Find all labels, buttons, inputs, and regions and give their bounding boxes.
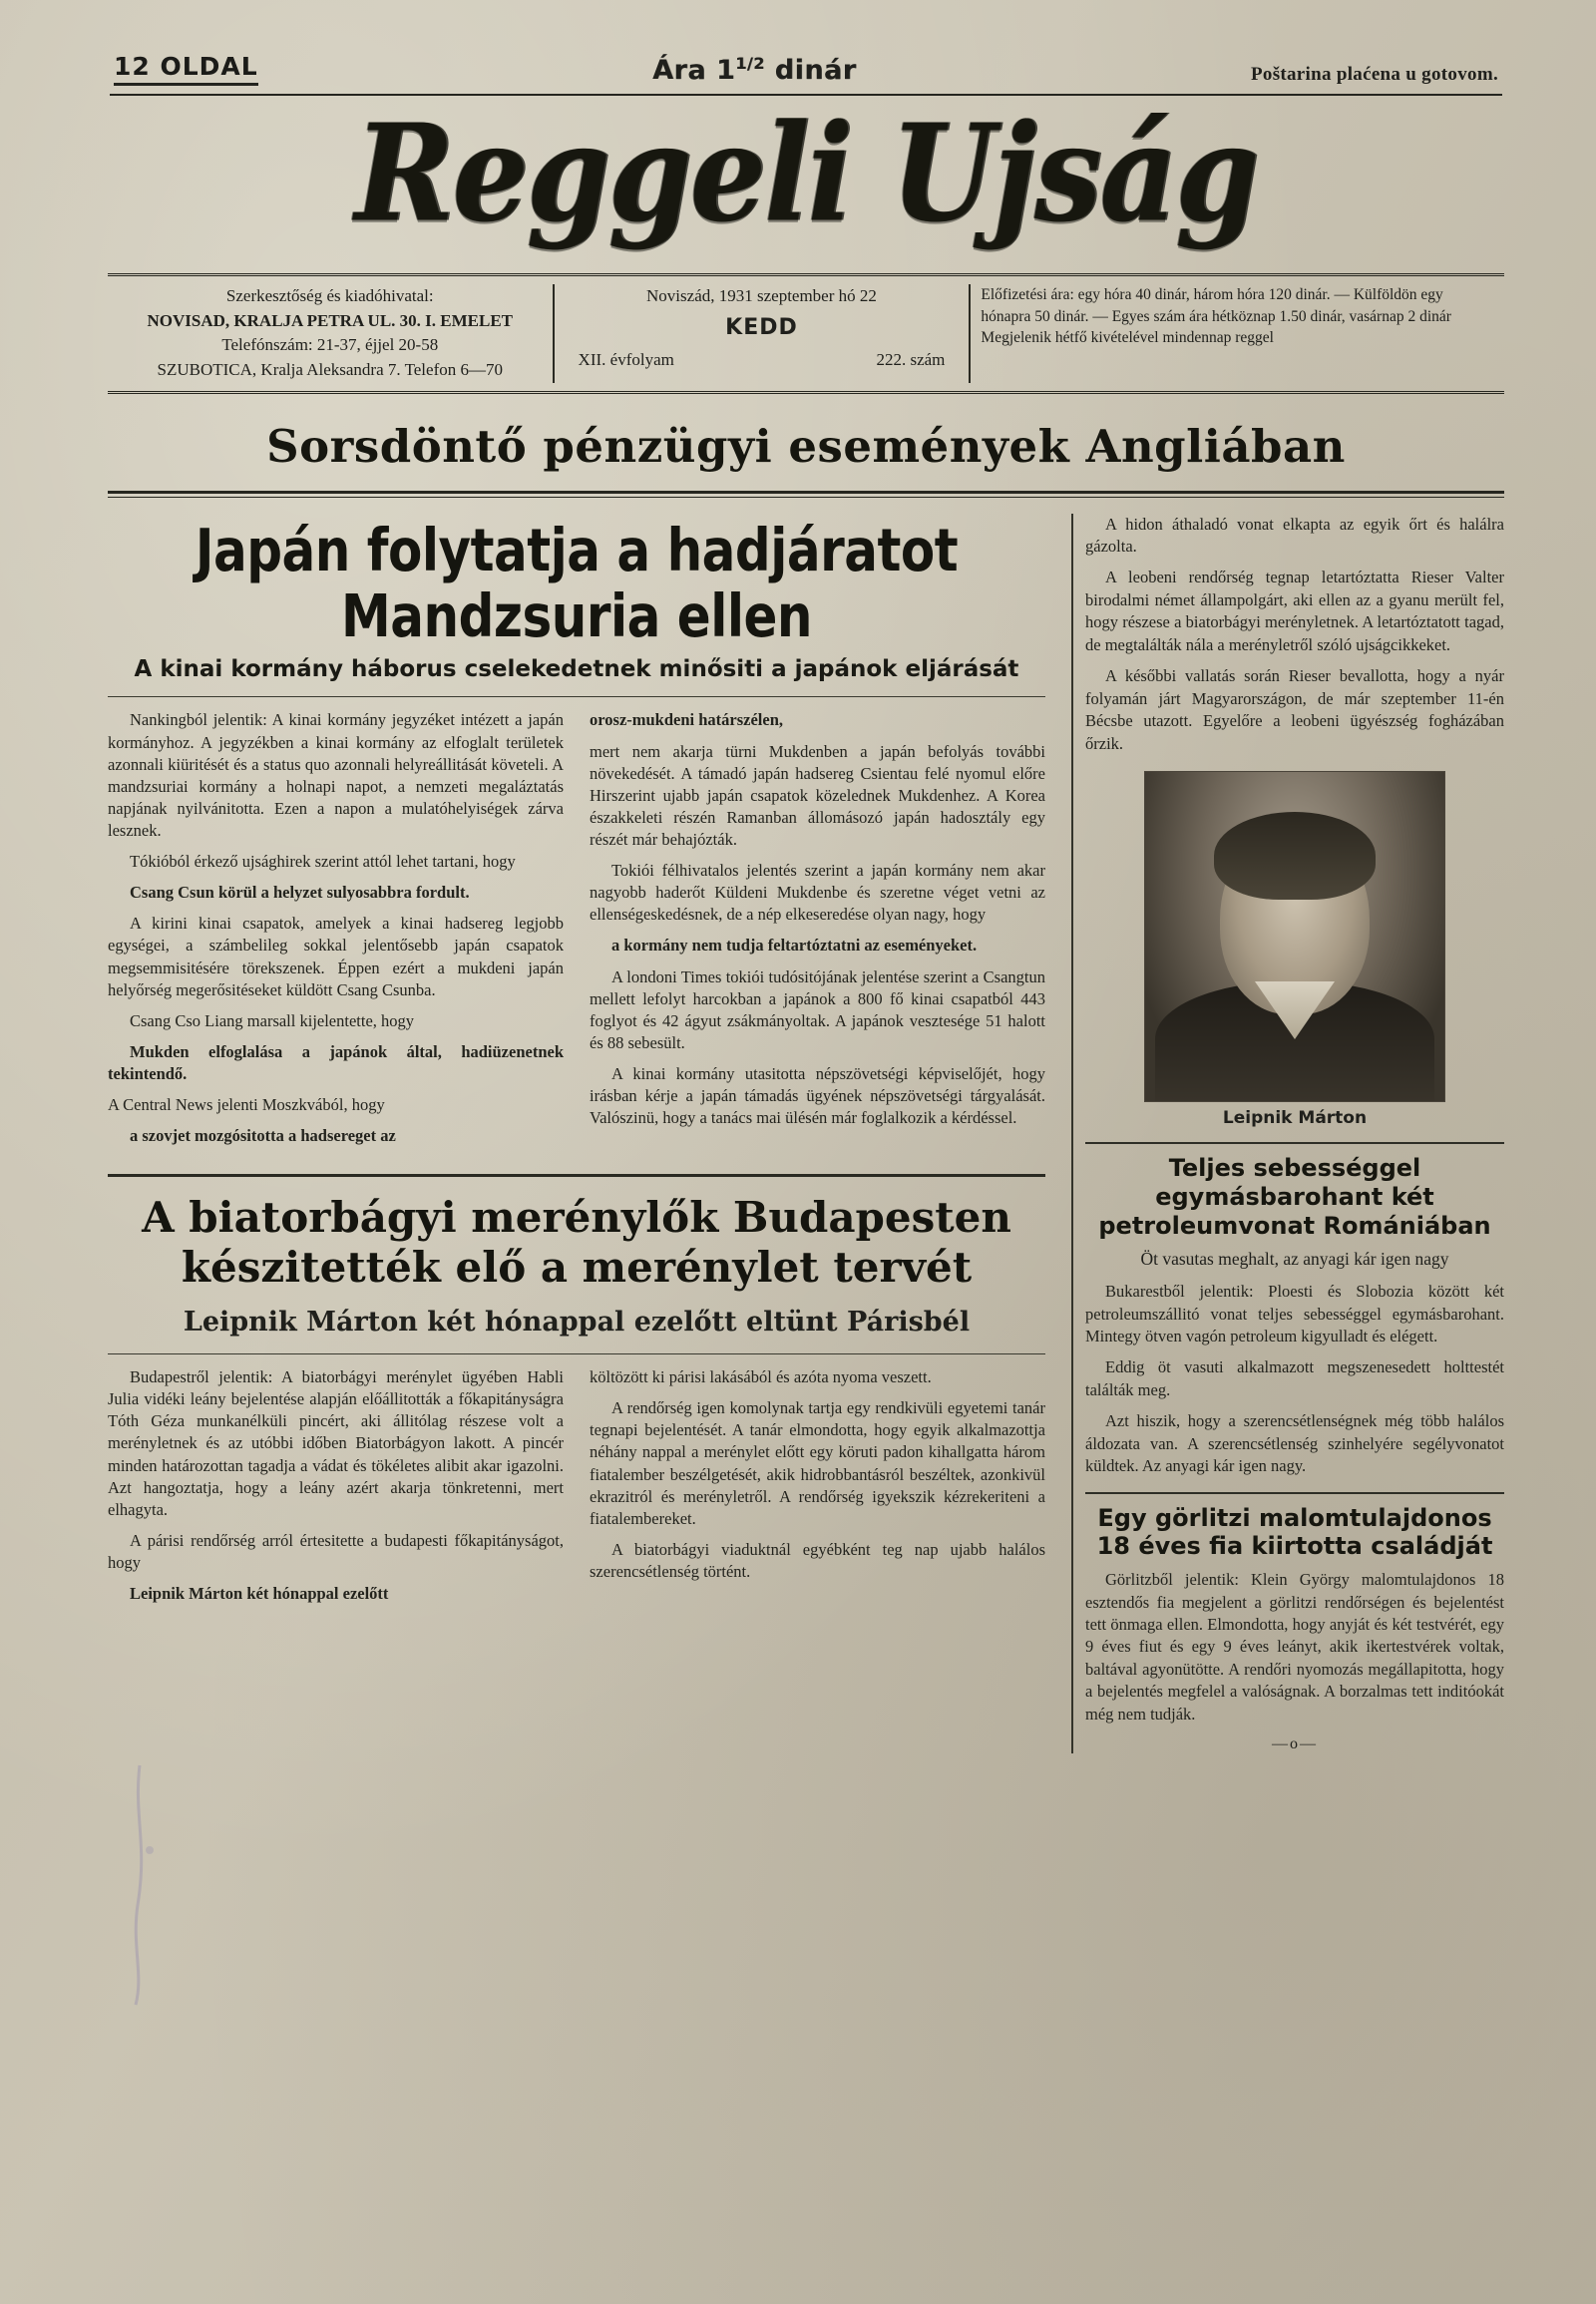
paragraph: A későbbi vallatás során Rieser bevallotta, hogy a nyár folyamán járt Magyarországon, de már szeptember 11-én Bécsbe utazott. Egyelőre a leobeni ügyészség fogházában őrzik. xyxy=(1085,666,1504,753)
paragraph: A kinai kormány utasitotta népszövetségi képviselőjét, hogy irásban kérje a japán támadás ügyének népszövetségi tárgyalását. Valószinü, hogy a tanács mai ülésén már foglalkozik a kérdéssel. xyxy=(590,1063,1045,1128)
photo-caption: Leipnik Márton xyxy=(1222,1107,1368,1128)
paragraph: mert nem akarja türni Mukdenben a japán befolyás további növekedését. A támadó japán hadsereg Csientau felé nyomul előre Hirszerint ujabb japán csapatok közelednek Mukdenhez. A Korea északkeleti részén Ramanban állomásozó japán hadosztály egy részét már behajózták. xyxy=(590,741,1045,849)
publisher-line-2: NOVISAD, KRALJA PETRA UL. 30. I. EMELET xyxy=(147,310,514,330)
paragraph: A párisi rendőrség arról értesitette a budapesti főkapitányságot, hogy xyxy=(108,1530,564,1573)
paragraph: A rendőrség igen komolynak tartja egy rendkivüli egyetemi tanár tegnapi bejelentését. A tanár elmondotta, hogy egyik alkalmazottja néhány nappal a merénylet előtt egy köruti padon kihallgatta három fiatalember beszélgetését, akik hidrobbantásról beszéltek, azonkivül ekrazitról és merényletről. A rendőrség igyekszik kézrekeriteni a fiatalembereket. xyxy=(590,1398,1045,1528)
sidebar-item2-headline: Teljes sebességgel egymásbarohant két petroleumvonat Romániában xyxy=(1098,1153,1491,1240)
paragraph: a szovjet mozgósitotta a hadsereget az xyxy=(130,1126,396,1146)
portrait-hair xyxy=(1214,812,1376,900)
sidebar-item2-subhead: Öt vasutas meghalt, az anyagi kár igen nagy xyxy=(1140,1249,1449,1270)
paragraph: orosz-mukdeni határszélen, xyxy=(590,710,784,730)
paragraph: A Central News jelenti Moszkvából, hogy xyxy=(108,1095,385,1115)
masthead-title: Reggeli Ujság xyxy=(354,95,1258,252)
paragraph: Csang Cso Liang marsall kijelentette, hogy xyxy=(130,1010,415,1030)
article2-headline: A biatorbágyi merénylők Budapesten készitették elő a merénylet tervét xyxy=(142,1193,1011,1292)
paragraph: A hidon áthaladó vonat elkapta az egyik őrt és halálra gázolta. xyxy=(1085,514,1504,556)
paragraph: a kormány nem tudja feltartóztatni az eseményeket. xyxy=(611,936,978,956)
paragraph: Leipnik Márton két hónappal ezelőtt xyxy=(130,1584,389,1604)
issue-weekday: KEDD xyxy=(725,314,798,340)
publisher-line-4: SZUBOTICA, Kralja Aleksandra 7. Telefon 6—70 xyxy=(157,359,503,379)
issue-date: Noviszád, 1931 szeptember hó 22 xyxy=(646,286,877,305)
postal-note: Poštarina plaćena u gotovom. xyxy=(1250,64,1498,85)
info-subscription: Előfizetési ára: egy hóra 40 dinár, három hóra 120 dinár. — Külföldön egy hónapra 50 dinár. — Egyes szám ára hétköznap 1.50 dinár, vasárnap 2 dinár Megjelenik hétfő kivételével mindennap reggel xyxy=(981,286,1451,347)
info-strip xyxy=(108,273,1504,394)
price-text: Ára 1 xyxy=(652,55,736,86)
publisher-line-3: Telefónszám: 21-37, éjjel 20-58 xyxy=(221,335,439,355)
price-unit: dinár xyxy=(764,55,857,86)
publisher-line-1: Szerkesztőség és kiadóhivatal: xyxy=(225,286,434,305)
paragraph: Nankingból jelentik: A kinai kormány jegyzéket intézett a japán kormányhoz. A jegyzékben a kinai kormány az elfoglalt területek azonnali kiüritését és a status quo azonnali helyreállitását követeli. A mandzsuriai kormány a holnapi napot, a nemzeti megaláztatás napjának nyilvánitotta. Ezen a napon a mulatóhelyiségek zárva lesznek. xyxy=(108,710,564,840)
paragraph: Tókióból érkező ujsághirek szerint attól lehet tartani, hogy xyxy=(130,852,516,872)
price-label xyxy=(652,54,856,86)
page-count-label: 12 OLDAL xyxy=(114,52,258,86)
paragraph: költözött ki párisi lakásából és azóta nyoma veszett. xyxy=(590,1367,932,1387)
article2-divider xyxy=(108,1353,1045,1354)
paragraph: A leobeni rendőrség tegnap letartóztatta Rieser Valter birodalmi német állampolgárt, aki ellen az a gyanu merült fel, hogy részese a biatorbágyi merényletnek. A letartóztatott tagad, de megtalálták nála a merényletről szóló ujságcikkeket. xyxy=(1085,568,1504,654)
paragraph: A londoni Times tokiói tudósitójának jelentése szerint a Csangtun mellett lefolyt harcokban a japánok a 800 fő kinai csapatból 443 foglyot és 42 ágyut zsákmányoltak. A japánok vesztesége 51 halott és 88 sebesült. xyxy=(590,966,1045,1052)
paragraph: A biatorbágyi viaduktnál egyébként teg nap ujabb halálos szerencsétlenség történt. xyxy=(590,1539,1045,1582)
article1-column-2 xyxy=(590,709,1045,1156)
sidebar-item3-headline: Egy görlitzi malomtulajdonos 18 éves fia kiirtotta családját xyxy=(1096,1503,1493,1561)
article1-subhead: A kinai kormány háborus cselekedetnek minősiti a japánok eljárását xyxy=(134,655,1019,682)
paragraph: Azt hiszik, hogy a szerencsétlenségnek még több halálos áldozata van. A szerencsétlenség szinhelyére segélyvonatot küldtek. Az anyagi kár igen nagy. xyxy=(1085,1411,1504,1476)
article1-column-1 xyxy=(108,709,564,1156)
banner-divider xyxy=(108,491,1504,498)
article2-column-1 xyxy=(108,1366,564,1614)
paragraph: Csang Csun körül a helyzet sulyosabbra fordult. xyxy=(130,883,470,903)
banner-headline: Sorsdöntő pénzügyi események Angliában xyxy=(266,419,1346,473)
paragraph: A kirini kinai csapatok, amelyek a kinai hadsereg legjobb egységei, a számbelileg sokkal jelentősebb japán csapatok megsemmisitésére törekszenek. Éppen ezért a mukdeni japán helyőrség megerősitéseket küldött Csang Csunba. xyxy=(108,914,564,999)
price-fraction: 1/2 xyxy=(735,54,765,73)
newspaper-sheet xyxy=(108,52,1504,2246)
main-articles xyxy=(108,514,1059,1754)
article1-columns xyxy=(108,709,1045,1156)
sidebar-item3-divider xyxy=(1085,1492,1504,1494)
paragraph: Mukden elfoglalása a japánok által, hadiüzenetnek tekintendő. xyxy=(108,1041,564,1083)
article2-column-2 xyxy=(590,1366,1045,1614)
sidebar-column xyxy=(1085,514,1504,1754)
paragraph: Eddig öt vasuti alkalmazott megszenesedett holttestét találták meg. xyxy=(1085,1357,1504,1399)
paragraph: Tokiói félhivatalos jelentés szerint a japán kormány nem akar nagyobb haderőt Küldeni Mukdenbe és szeretne véget vetni az ellenségeskedésnek, de a nép elkeseredése olyan nagy, hogy xyxy=(590,861,1045,925)
issue-number: 222. szám xyxy=(876,349,946,369)
article2-top-divider xyxy=(108,1174,1045,1177)
section-ornament: —o— xyxy=(1272,1735,1318,1753)
sidebar-item2-divider xyxy=(1085,1142,1504,1144)
article2-subhead: Leipnik Márton két hónappal ezelőtt eltünt Párisbél xyxy=(183,1307,971,1339)
info-publisher xyxy=(108,284,553,383)
issue-volume: XII. évfolyam xyxy=(578,349,674,369)
paragraph: Görlitzből jelentik: Klein György malomtulajdonos 18 esztendős fia megjelent a görlitzi rendőrségen és bejelentést tett önmaga ellen. Elmondotta, hogy anyját és két testvérét, egy 9 éves fiut és egy 9 éves leányt, akik ikertestvérek voltak, baltával agyonütötte. A rendőri nyomozás megállapitotta, hogy a bejelentés megfelel a valóságnak. A borzalmas tett inditóokát még nem tudják. xyxy=(1085,1570,1504,1724)
paragraph: Bukarestből jelentik: Ploesti és Slobozia között két petroleumszállitó vonat teljes sebességgel egymásbarohant. Mintegy ötven vagón petroleum kigyulladt és elégett. xyxy=(1085,1282,1504,1345)
article1-divider xyxy=(108,696,1045,697)
article2-columns xyxy=(108,1366,1045,1614)
article1-headline: Japán folytatja a hadjáratot Mandzsuria ellen xyxy=(195,516,959,650)
portrait-photo xyxy=(1144,771,1445,1102)
body-columns xyxy=(108,514,1504,1754)
paragraph: Budapestről jelentik: A biatorbágyi merénylet ügyében Habli Julia vidéki leány bejelentése alapján előállitották a főkapitányságra Tóth Géza munkanélküli pincért, aki állitólag részese volt a merényletnek és az utóbbi időben Biatorbágyon lakott. A pincér minden határozottan tagadja a vádat és tökéletes alibit akar igazolni. Azt hangoztatja, hogy a leány azért akarja tönkretenni, mert elhagyta. xyxy=(108,1367,564,1519)
info-issue xyxy=(553,284,972,383)
column-divider xyxy=(1071,514,1073,1754)
top-bar xyxy=(108,52,1504,92)
